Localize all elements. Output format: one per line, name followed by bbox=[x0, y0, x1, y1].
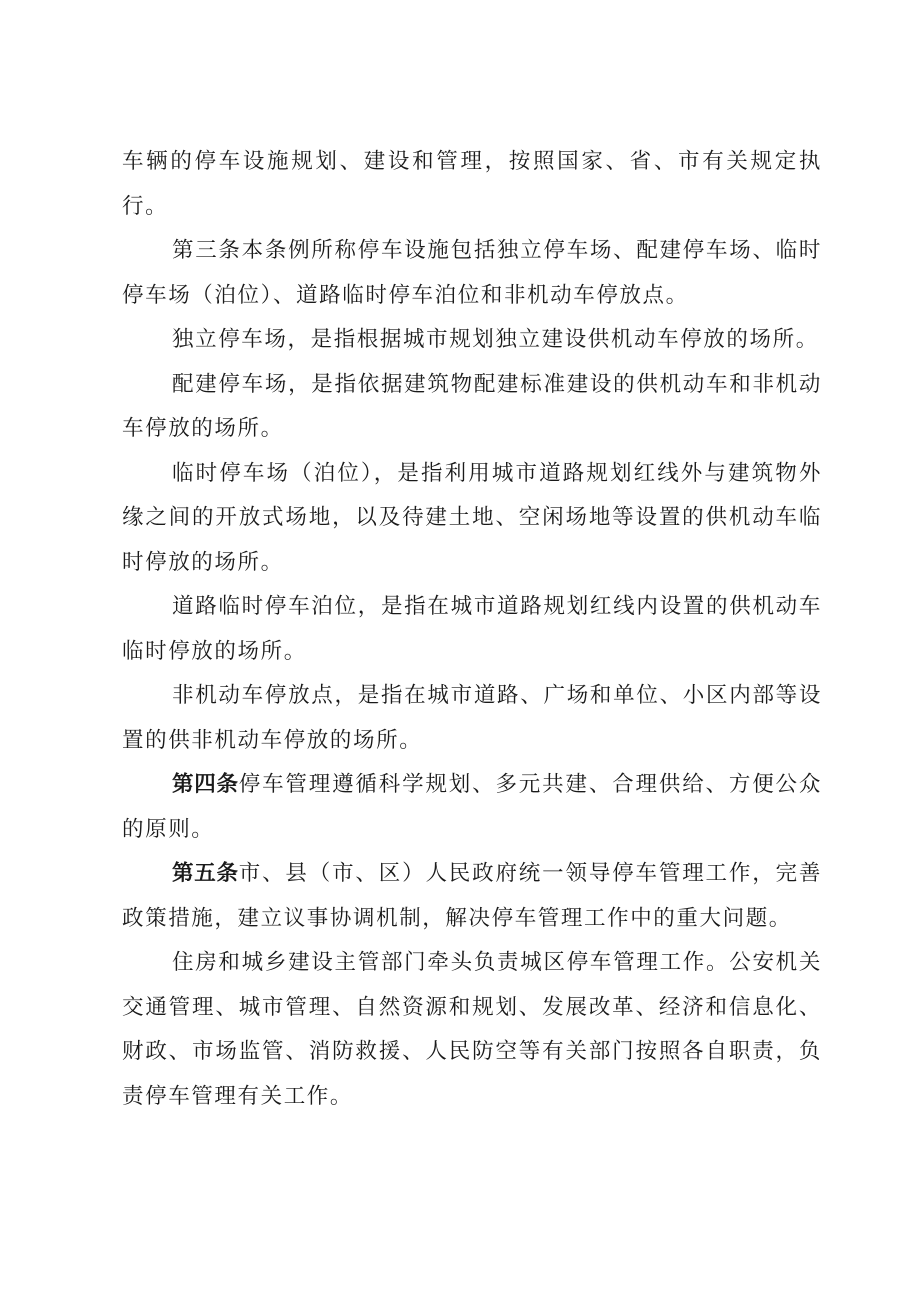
paragraph-text: 市、县（市、区）人民政府统一领导停车管理工作，完善政策措施，建立议事协调机制，解决停车管理工作中的重大问题。 bbox=[122, 861, 822, 931]
paragraph-attached-parking bbox=[122, 363, 822, 452]
paragraph-text: 住房和城乡建设主管部门牵头负责城区停车管理工作。公安机关交通管理、城市管理、自然资源和规划、发展改革、经济和信息化、财政、市场监管、消防救援、人民防空等有关部门按照各自职责，负责停车管理有关工作。 bbox=[122, 950, 822, 1109]
paragraph-article-5 bbox=[122, 852, 822, 941]
paragraph-text: 临时停车场（泊位），是指利用城市道路规划红线外与建筑物外缘之间的开放式场地，以及待建土地、空闲场地等设置的供机动车临时停放的场所。 bbox=[122, 460, 822, 575]
paragraph-text: 第三条本条例所称停车设施包括独立停车场、配建停车场、临时停车场（泊位）、道路临时停车泊位和非机动车停放点。 bbox=[122, 238, 822, 308]
paragraph-continuation bbox=[122, 140, 822, 229]
paragraph-temporary-parking bbox=[122, 452, 822, 586]
paragraph-text: 车辆的停车设施规划、建设和管理，按照国家、省、市有关规定执行。 bbox=[122, 149, 822, 219]
article-heading: 第四条 bbox=[172, 772, 239, 797]
document-body bbox=[122, 140, 822, 1119]
paragraph-independent-parking bbox=[122, 318, 822, 363]
paragraph-text: 非机动车停放点，是指在城市道路、广场和单位、小区内部等设置的供非机动车停放的场所。 bbox=[122, 683, 822, 753]
paragraph-nonmotor-parking bbox=[122, 674, 822, 763]
paragraph-article-4 bbox=[122, 763, 822, 852]
paragraph-text: 停车管理遵循科学规划、多元共建、合理供给、方便公众的原则。 bbox=[122, 772, 822, 842]
article-heading: 第五条 bbox=[172, 861, 239, 886]
paragraph-housing-department bbox=[122, 941, 822, 1119]
paragraph-text: 独立停车场，是指根据城市规划独立建设供机动车停放的场所。 bbox=[172, 327, 819, 352]
paragraph-text: 配建停车场，是指依据建筑物配建标准建设的供机动车和非机动车停放的场所。 bbox=[122, 371, 822, 441]
paragraph-text: 道路临时停车泊位，是指在城市道路规划红线内设置的供机动车临时停放的场所。 bbox=[122, 594, 822, 664]
paragraph-road-parking bbox=[122, 585, 822, 674]
paragraph-article-3 bbox=[122, 229, 822, 318]
